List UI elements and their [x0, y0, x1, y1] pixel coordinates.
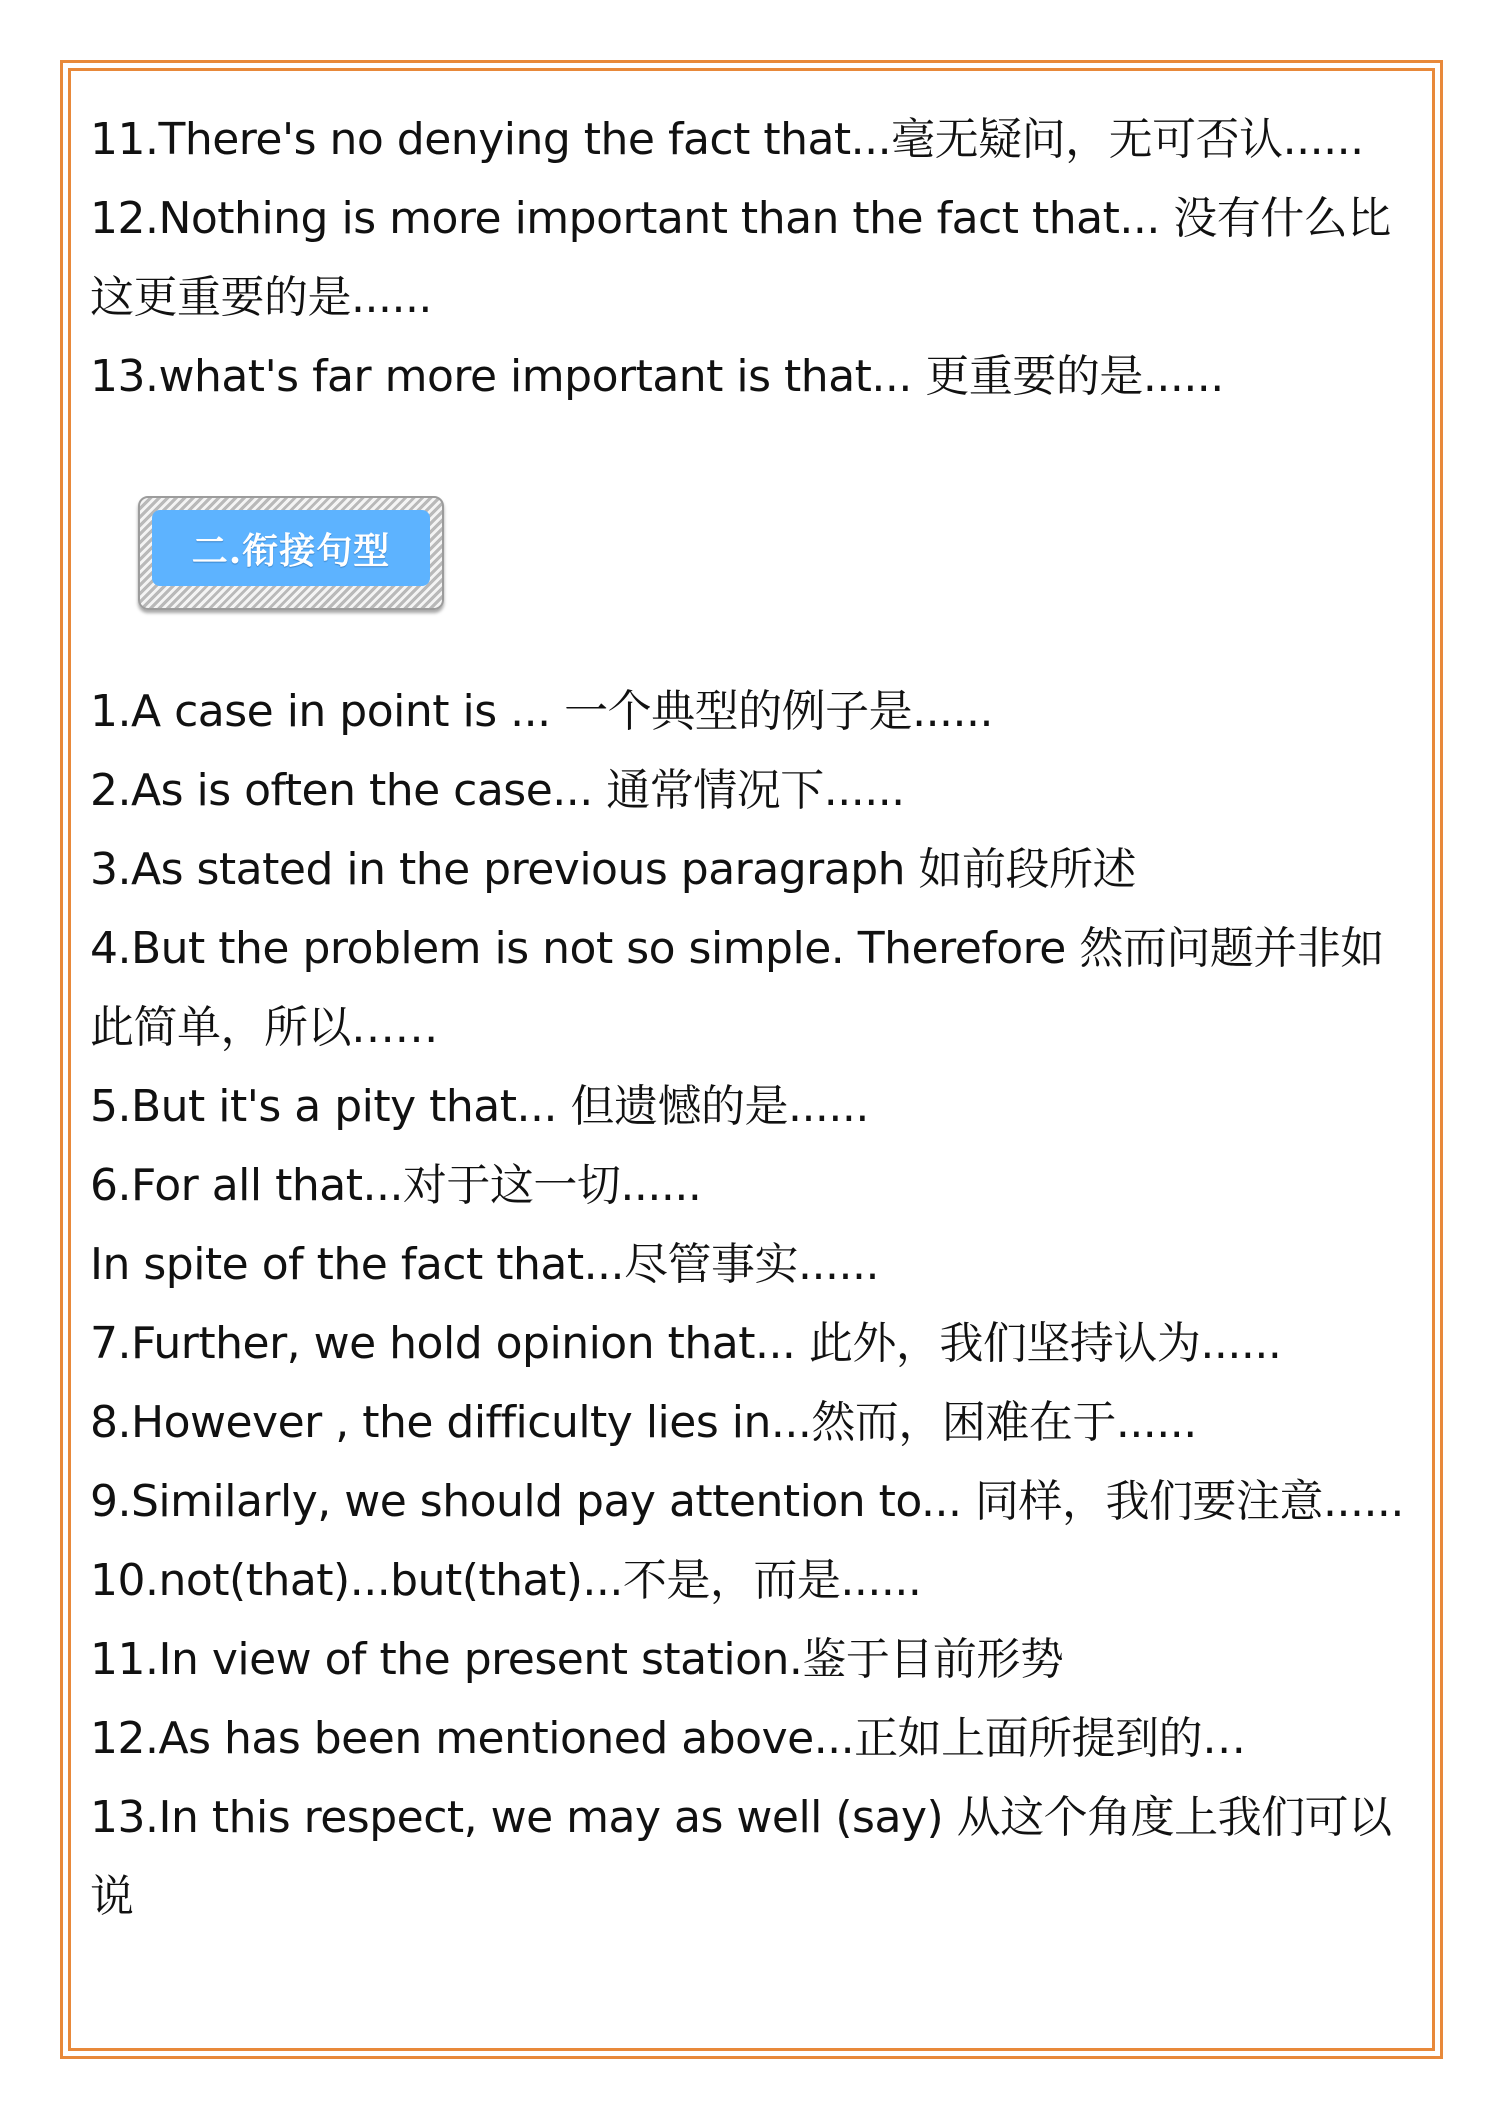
- phrase-line: 9.Similarly, we should pay attention to... 同样，我们要注意......: [90, 1476, 1404, 1527]
- document-body: [90, 100, 1420, 1936]
- phrase-line: 6.For all that...对于这一切......: [90, 1160, 702, 1211]
- phrase-line: 4.But the problem is not so simple. Therefore 然而问题并非如此简单，所以……: [90, 923, 1384, 1053]
- phrase-line: 7.Further, we hold opinion that... 此外，我们坚持认为......: [90, 1318, 1282, 1369]
- section-heading-text: 二.衔接句型: [152, 510, 430, 586]
- phrase-line: 5.But it's a pity that... 但遗憾的是......: [90, 1081, 869, 1132]
- section-heading-badge: [138, 496, 444, 610]
- phrase-line: In spite of the fact that...尽管事实......: [90, 1239, 879, 1290]
- phrase-line: 2.As is often the case... 通常情况下......: [90, 765, 905, 816]
- phrase-line: 13.In this respect, we may as well (say) 从这个角度上我们可以说: [90, 1792, 1392, 1922]
- phrase-line: 12.Nothing is more important than the fact that... 没有什么比这更重要的是......: [90, 193, 1391, 323]
- phrase-line: 8.However , the difficulty lies in...然而，困难在于......: [90, 1397, 1197, 1448]
- phrase-line: 11.In view of the present station.鉴于目前形势: [90, 1634, 1064, 1685]
- phrase-line: 13.what's far more important is that... 更重要的是......: [90, 351, 1224, 402]
- phrase-line: 11.There's no denying the fact that...毫无疑问，无可否认......: [90, 114, 1364, 165]
- phrase-line: 3.As stated in the previous paragraph 如前段所述: [90, 844, 1136, 895]
- phrase-line: 10.not(that)...but(that)...不是，而是......: [90, 1555, 922, 1606]
- phrase-line: 12.As has been mentioned above...正如上面所提到的…: [90, 1713, 1246, 1764]
- phrase-line: 1.A case in point is ... 一个典型的例子是......: [90, 686, 993, 737]
